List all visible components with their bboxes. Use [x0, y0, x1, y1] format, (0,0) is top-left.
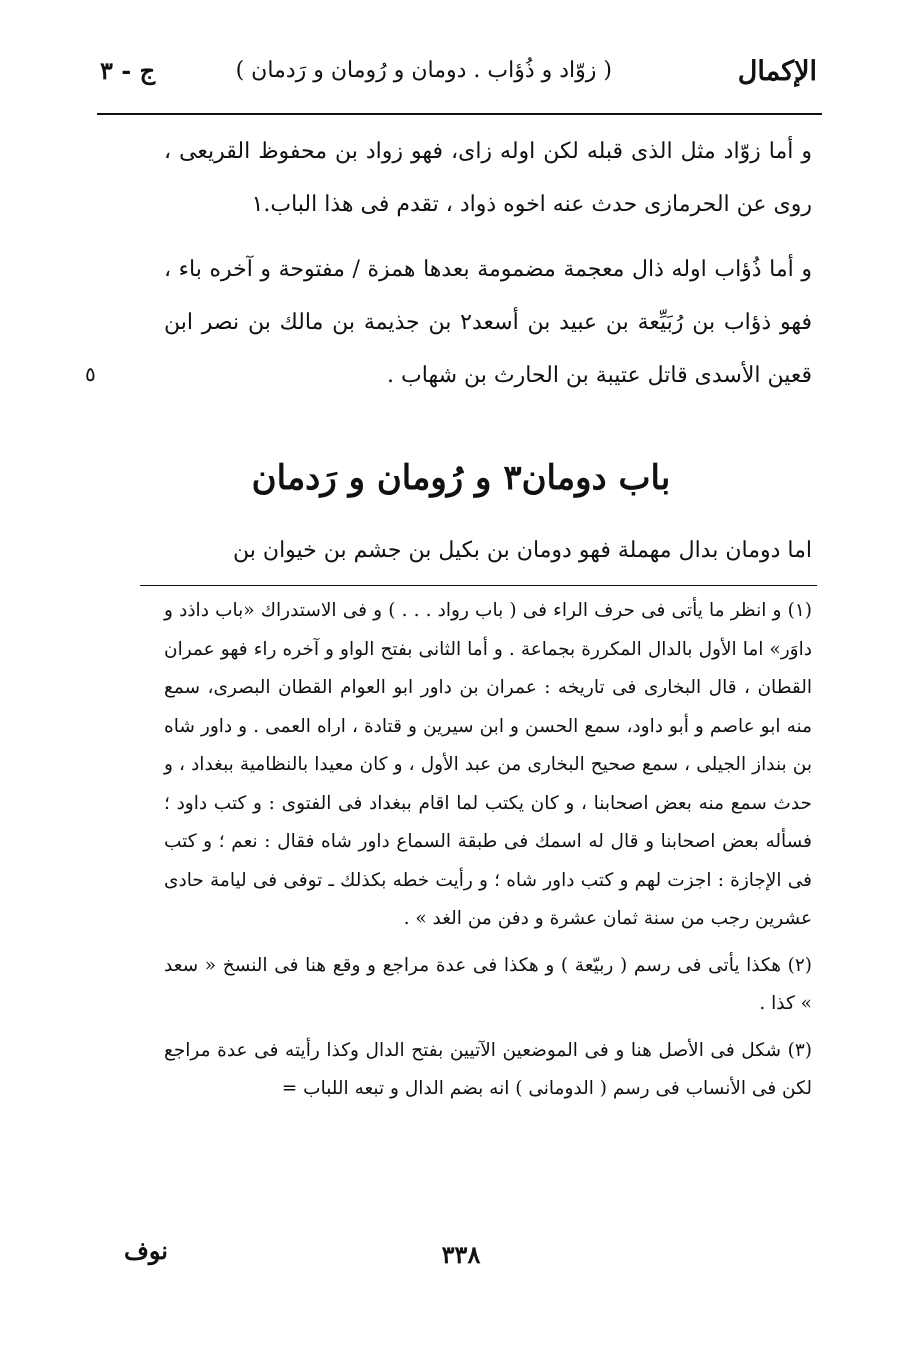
paragraph-dhuab: و أما ذُؤاب اوله ذال معجمة مضمومة بعدها همزة / مفتوحة و آخره باء ، فهو ذؤاب بن رُبَيِّعة بن عبيد بن أسعد٢ بن جذيمة بن مالك بن نصر ابن قعين الأسدى قاتل عتيبة بن الحارث بن شهاب . — [164, 257, 812, 388]
book-title: الإكمال — [737, 56, 817, 87]
footnote-2: (٢) هكذا يأتى فى رسم ( ربيّعة ) و هكذا فى عدة مراجع و وقع هنا فى النسخ « سعد » كذا . — [164, 954, 812, 1014]
chapter-first-line: اما دومان بدال مهملة فهو دومان بن بكيل بن جشم بن خيوان بن — [233, 538, 812, 563]
footnote-3: (٣) شكل فى الأصل هنا و فى الموضعين الآتيين بفتح الدال وكذا رأيته فى عدة مراجع لكن فى الأنساب فى رسم ( الدومانى ) انه بضم الدال و تبعه اللباب = — [164, 1039, 812, 1099]
main-text — [164, 125, 812, 402]
line-number: ٥ — [85, 362, 96, 386]
header-rule — [97, 113, 822, 115]
footnotes — [164, 592, 812, 1109]
volume-number: ج - ٣ — [100, 56, 156, 85]
running-header — [100, 50, 817, 100]
paragraph-zawwad: و أما زوّاد مثل الذى قبله لكن اوله زاى، فهو زواد بن محفوظ القريعى ، روى عن الحرمازى حدث عنه اخوه ذواد ، تقدم فى هذا الباب.١ — [164, 139, 812, 217]
signature-mark: نوف — [124, 1236, 168, 1265]
chapter-heading: باب دومان٣ و رُومان و رَدمان — [251, 458, 671, 498]
header-topic: ( زوّاد و ذُؤاب . دومان و رُومان و رَدمان ) — [235, 58, 612, 83]
page-number: ٣٣٨ — [441, 1240, 481, 1269]
footnote-1: (١) و انظر ما يأتى فى حرف الراء فى ( باب رواد . . . ) و فى الاستدراك «باب داذد و داوَر» اما الأول بالدال المكررة بجماعة . و أما الثانى بفتح الواو و آخره راء فهو عمران القطان ، قال البخارى فى تاريخه : عمران بن داور ابو العوام القطان البصرى، سمع منه ابو عاصم و أبو داود، سمع الحسن و ابن سيرين و قتادة ، اراه العمى . و داور شاه بن بنداز الجيلى ، سمع صحيح البخارى من عبد الأول ، و كان معيدا بالنظامية ببغداد ، و حدث سمع منه بعض اصحابنا ، و كان يكتب لما اقام ببغداد فى الفتوى : و كتب داود ؛ فسأله بعض اصحابنا و قال له اسمك فى طبقة السماع داور شاه فقال : نعم ؛ و كتب فى الإجازة : اجزت لهم و كتب داور شاه ؛ و رأيت خطه بكذلك ـ توفى فى ليامة حادى عشرين رجب من سنة ثمان عشرة و دفن من الغد » . — [164, 600, 812, 929]
footnote-rule — [140, 585, 817, 586]
